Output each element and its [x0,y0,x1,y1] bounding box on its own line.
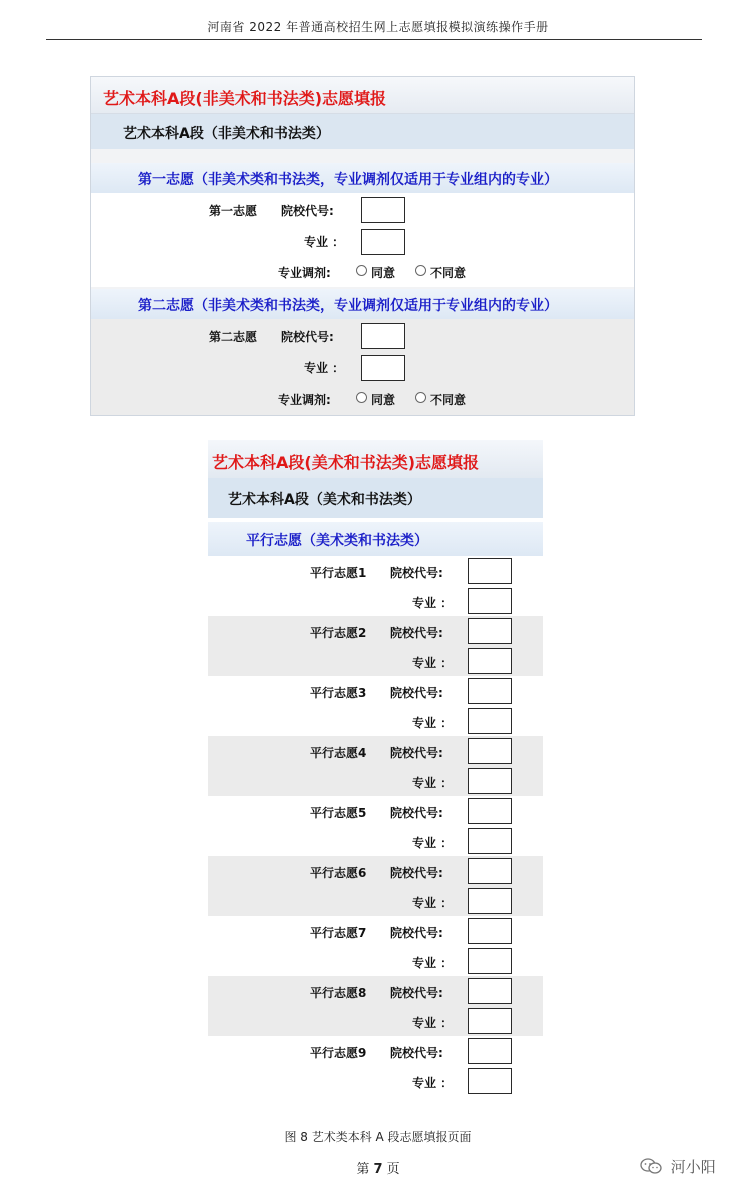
art-a-fine-arts-panel [208,440,543,1096]
choice2-form [91,319,634,415]
parallel-choice-label: 平行志愿8 [310,986,367,1000]
page-number: 第 7 页 [356,1162,400,1177]
parallel-major-label: 专业 ： [412,896,453,910]
choice2-agree-radio[interactable] [356,392,367,403]
choice1-school-code-label: 院校代号: [281,204,334,218]
parallel-major-input[interactable] [468,588,512,614]
parallel-school-code-input[interactable] [468,978,512,1004]
choice1-heading-bar [91,163,634,193]
choice1-adjust-label: 专业调剂: [278,266,331,280]
choice2-school-code-label: 院校代号: [281,330,334,344]
parallel-choice-row [208,736,543,796]
header-divider [46,39,702,40]
parallel-major-input[interactable] [468,768,512,794]
parallel-choice-row [208,796,543,856]
page-number-value: 7 [373,1162,383,1177]
parallel-school-code-input[interactable] [468,918,512,944]
choice1-form [91,193,634,287]
parallel-major-label: 专业 ： [412,1076,453,1090]
parallel-major-label: 专业 ： [412,1016,453,1030]
parallel-major-input[interactable] [468,1068,512,1094]
parallel-choice-row [208,556,543,616]
parallel-school-code-label: 院校代号: [390,806,443,820]
parallel-choice-label: 平行志愿4 [310,746,367,760]
choice2-school-code-input[interactable] [361,323,405,349]
choice1-school-code-input[interactable] [361,197,405,223]
parallel-choice-label: 平行志愿5 [310,806,367,820]
choice2-disagree-label: 不同意 [430,393,467,407]
panel2-header [208,440,543,478]
parallel-school-code-input[interactable] [468,678,512,704]
choice1-major-label: 专业 ： [304,235,345,249]
parallel-school-code-label: 院校代号: [390,926,443,940]
parallel-school-code-input[interactable] [468,558,512,584]
parallel-school-code-label: 院校代号: [390,746,443,760]
choice2-adjust-label: 专业调剂: [278,393,331,407]
wechat-watermark [640,1156,716,1177]
choice2-disagree-radio[interactable] [415,392,426,403]
parallel-choice-label: 平行志愿1 [310,566,367,580]
panel-subtitle-bar [91,114,634,149]
panel-subtitle: 艺术本科A段（非美术和书法类） [123,126,330,142]
wechat-account-name: 河小阳 [670,1158,716,1176]
choice2-heading: 第二志愿（非美术类和书法类，专业调剂仅适用于专业组内的专业） [138,298,558,314]
choice2-major-input[interactable] [361,355,405,381]
choice2-heading-bar [91,289,634,319]
choice1-heading: 第一志愿（非美术类和书法类，专业调剂仅适用于专业组内的专业） [138,172,558,188]
art-a-non-fine-arts-panel [90,76,635,416]
parallel-school-code-label: 院校代号: [390,866,443,880]
parallel-major-label: 专业 ： [412,596,453,610]
choice1-major-input[interactable] [361,229,405,255]
parallel-choice-label: 平行志愿7 [310,926,367,940]
parallel-choice-row [208,856,543,916]
parallel-major-input[interactable] [468,648,512,674]
wechat-icon [640,1158,662,1174]
parallel-major-input[interactable] [468,888,512,914]
parallel-choice-label: 平行志愿2 [310,626,367,640]
panel-title: 艺术本科A段(非美术和书法类)志愿填报 [103,89,387,108]
parallel-school-code-label: 院校代号: [390,986,443,1000]
choice1-label: 第一志愿 [209,204,258,218]
parallel-choice-label: 平行志愿6 [310,866,367,880]
parallel-choice-row [208,916,543,976]
parallel-school-code-input[interactable] [468,798,512,824]
panel2-title: 艺术本科A段(美术和书法类)志愿填报 [212,453,480,472]
choice1-agree-radio[interactable] [356,265,367,276]
choice1-disagree-label: 不同意 [430,266,467,280]
parallel-major-label: 专业 ： [412,956,453,970]
parallel-choice-label: 平行志愿9 [310,1046,367,1060]
panel2-subtitle-bar [208,478,543,518]
parallel-choice-row [208,616,543,676]
choice2-agree-label: 同意 [371,393,396,407]
parallel-major-label: 专业 ： [412,836,453,850]
choice1-disagree-radio[interactable] [415,265,426,276]
figure-caption: 图 8 艺术类本科 A 段志愿填报页面 [284,1130,472,1144]
parallel-choice-row [208,676,543,736]
choice1-agree-label: 同意 [371,266,396,280]
document-header-title: 河南省 2022 年普通高校招生网上志愿填报模拟演练操作手册 [207,20,549,34]
parallel-choice-row [208,976,543,1036]
parallel-school-code-label: 院校代号: [390,1046,443,1060]
parallel-major-input[interactable] [468,948,512,974]
parallel-heading-bar [208,522,543,556]
parallel-school-code-input[interactable] [468,618,512,644]
choice2-major-label: 专业 ： [304,361,345,375]
parallel-school-code-input[interactable] [468,858,512,884]
choice2-label: 第二志愿 [209,330,258,344]
panel2-subtitle: 艺术本科A段（美术和书法类） [228,492,421,508]
parallel-choice-row [208,1036,543,1096]
parallel-school-code-input[interactable] [468,1038,512,1064]
panel-header [91,77,634,114]
parallel-school-code-label: 院校代号: [390,566,443,580]
parallel-major-label: 专业 ： [412,656,453,670]
parallel-major-label: 专业 ： [412,716,453,730]
parallel-major-input[interactable] [468,828,512,854]
parallel-major-label: 专业 ： [412,776,453,790]
parallel-major-input[interactable] [468,708,512,734]
parallel-heading: 平行志愿（美术类和书法类） [246,533,428,549]
parallel-choice-label: 平行志愿3 [310,686,367,700]
parallel-school-code-label: 院校代号: [390,626,443,640]
parallel-major-input[interactable] [468,1008,512,1034]
parallel-school-code-label: 院校代号: [390,686,443,700]
parallel-school-code-input[interactable] [468,738,512,764]
